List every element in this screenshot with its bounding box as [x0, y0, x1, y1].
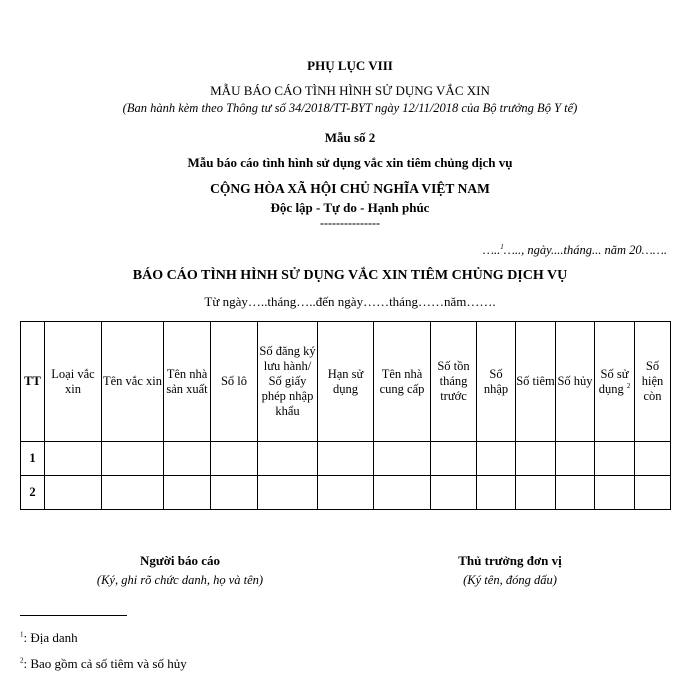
table-cell	[477, 476, 516, 510]
footnote-2-mark: 2	[20, 656, 24, 665]
col-header-expiry-date: Hạn sử dụng	[318, 322, 374, 442]
col-header-vaccine-type: Loại vắc xin	[45, 322, 102, 442]
col-header-used	[595, 322, 635, 442]
col-header-remaining: Số hiện còn	[635, 322, 671, 442]
table-cell	[164, 476, 211, 510]
head-title: Thủ trưởng đơn vị	[458, 553, 562, 568]
table-cell	[45, 476, 102, 510]
country-name: CỘNG HÒA XÃ HỘI CHỦ NGHĨA VIỆT NAM	[210, 181, 490, 196]
table-cell	[318, 476, 374, 510]
motto-underline: ---------------	[320, 216, 380, 230]
table-cell	[374, 476, 431, 510]
table-cell	[45, 442, 102, 476]
table-cell	[477, 442, 516, 476]
table-cell	[635, 442, 671, 476]
table-cell	[211, 476, 258, 510]
col-header-lot-number: Số lô	[211, 322, 258, 442]
col-header-received: Số nhập	[477, 322, 516, 442]
table-cell	[211, 442, 258, 476]
row-number: 1	[21, 442, 45, 476]
table-cell	[516, 442, 556, 476]
col-header-registration-number: Số đăng ký lưu hành/ Số giấy phép nhập khẩu	[258, 322, 318, 442]
row-number: 2	[21, 476, 45, 510]
table-cell	[556, 442, 595, 476]
footnote-ref-1: 1	[500, 242, 504, 251]
table-cell	[516, 476, 556, 510]
col-header-tt: TT	[21, 322, 45, 442]
col-header-supplier: Tên nhà cung cấp	[374, 322, 431, 442]
footnote-1-mark: 1	[20, 630, 24, 639]
head-signature-block	[390, 553, 630, 588]
table-row	[21, 442, 671, 476]
table-cell	[164, 442, 211, 476]
table-row	[21, 476, 671, 510]
table-cell	[431, 442, 477, 476]
table-cell	[374, 442, 431, 476]
reporter-title: Người báo cáo	[140, 553, 220, 568]
report-period: Từ ngày…..tháng…..đến ngày……tháng……năm…….	[204, 294, 496, 309]
form-subtitle: Mẫu báo cáo tình hình sử dụng vắc xin tiêm chủng dịch vụ	[187, 155, 513, 170]
vaccine-usage-table	[20, 321, 671, 510]
reporter-signature-block	[60, 553, 300, 588]
date-prefix: …..	[482, 243, 501, 257]
place-date-line	[483, 243, 667, 258]
issued-note: (Ban hành kèm theo Thông tư số 34/2018/TT-BYT ngày 12/11/2018 của Bộ trưởng Bộ Y tế)	[122, 101, 578, 115]
table-cell	[102, 476, 164, 510]
report-title: BÁO CÁO TÌNH HÌNH SỬ DỤNG VẮC XIN TIÊM CHỦNG DỊCH VỤ	[132, 268, 568, 283]
table-header-row	[21, 322, 671, 442]
head-instruction: (Ký tên, đóng dấu)	[463, 573, 557, 587]
footnote-separator	[20, 615, 127, 616]
col-header-injected: Số tiêm	[516, 322, 556, 442]
table-cell	[431, 476, 477, 510]
motto: Độc lập - Tự do - Hạnh phúc	[270, 200, 430, 215]
appendix-title: PHỤ LỤC VIII	[307, 58, 393, 73]
col-header-previous-stock: Số tồn tháng trước	[431, 322, 477, 442]
footnote-ref-2: 2	[626, 381, 631, 390]
date-suffix: ….., ngày....tháng... năm 20…….	[503, 243, 667, 257]
footnote-1-text: : Địa danh	[23, 630, 78, 645]
form-number: Mẫu số 2	[324, 130, 376, 145]
form-title: MẪU BÁO CÁO TÌNH HÌNH SỬ DỤNG VẮC XIN	[210, 83, 490, 98]
col-header-vaccine-name: Tên vắc xin	[102, 322, 164, 442]
table-cell	[595, 476, 635, 510]
table-cell	[595, 442, 635, 476]
table-cell	[635, 476, 671, 510]
table-cell	[556, 476, 595, 510]
table-cell	[258, 442, 318, 476]
footnote-2	[20, 656, 187, 672]
table-cell	[102, 442, 164, 476]
reporter-instruction: (Ký, ghi rõ chức danh, họ và tên)	[96, 573, 264, 587]
table-cell	[258, 476, 318, 510]
footnote-2-text: : Bao gồm cả số tiêm và số hủy	[23, 656, 187, 671]
footnote-1	[20, 630, 78, 646]
table-cell	[318, 442, 374, 476]
col-header-used-label: Số sử dụng	[598, 366, 629, 396]
col-header-manufacturer: Tên nhà sản xuất	[164, 322, 211, 442]
col-header-discarded: Số hủy	[556, 322, 595, 442]
